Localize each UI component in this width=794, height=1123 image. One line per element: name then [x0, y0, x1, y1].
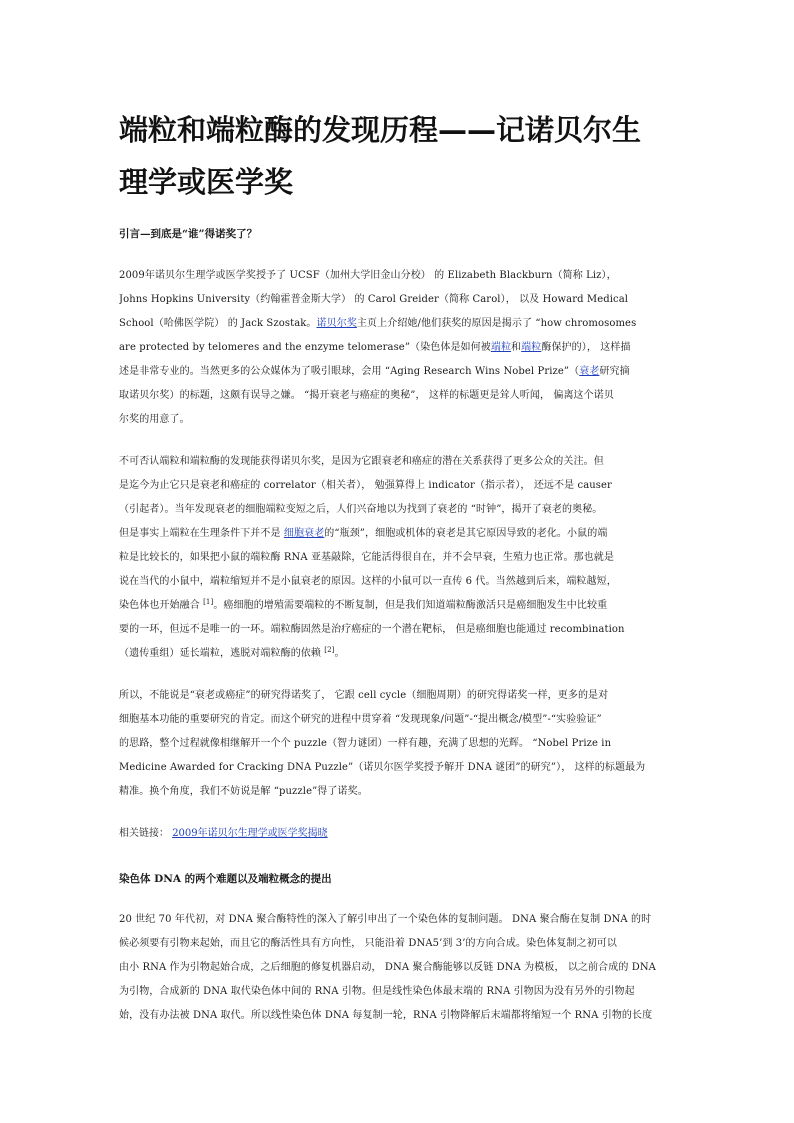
paragraph-line: Medicine Awarded for Cracking DNA Puzzle”（诺贝尔医学奖授予解开 DNA 谜团”的研究”）， 这样的标题最为	[119, 762, 646, 773]
nobel-prize-link[interactable]: 诺贝尔奖	[316, 318, 357, 329]
paragraph-line	[119, 522, 689, 546]
reference-1: [1]	[203, 598, 214, 606]
text-run: 主页上介绍她/他们获奖的原因是揭示了 “how chromosomes	[356, 318, 637, 329]
paragraph-line: 精准。换个角度，我们不妨说是解 “puzzle”得了诺奖。	[119, 786, 368, 797]
paragraph-line: 尔奖的用意了。	[119, 414, 190, 425]
paragraph-line: 始，没有办法被 DNA 取代。所以线性染色体 DNA 每复制一轮，RNA 引物降解后末端都将缩短一个 RNA 引物的长度	[119, 1010, 653, 1021]
paragraph-line: 细胞基本功能的重要研究的肯定。而这个研究的进程中贯穿着 “发现现象/问题”-“提出概念/模型”-“实验验证”	[119, 714, 602, 725]
paragraph-line: 不可否认端粒和端粒酶的发现能获得诺贝尔奖，是因为它跟衰老和癌症的潜在关系获得了更多公众的关注。但	[119, 456, 604, 467]
text-run: 酶保护的）， 这样描	[541, 342, 631, 353]
text-run: School（哈佛医学院） 的 Jack Szostak。	[119, 318, 317, 329]
paragraph-line: 的思路，整个过程就像相继解开一个个 puzzle（智力谜团）一样有趣，充满了思想的光辉。 “Nobel Prize in	[119, 738, 612, 749]
paragraph-line: 所以，不能说是“衰老或癌症”的研究得诺奖了， 它跟 cell cycle（细胞周期）的研究得诺奖一样，更多的是对	[119, 690, 609, 701]
paragraph-line	[119, 336, 689, 360]
nobel-2009-announcement-link[interactable]: 2009年诺贝尔生理学或医学奖揭晓	[172, 828, 328, 839]
paragraph-line: 为引物，合成新的 DNA 取代染色体中间的 RNA 引物。但是线性染色体最末端的 RNA 引物因为没有另外的引物起	[119, 986, 635, 997]
paragraph-line: 由小 RNA 作为引物起始合成，之后细胞的修复机器启动， DNA 聚合酶能够以反链 DNA 为模板， 以之前合成的 DNA	[119, 962, 656, 973]
paragraph-line: 要的一环，但远不是唯一的一环。端粒酶固然是治疗癌症的一个潜在靶标， 但是癌细胞也能通过 recombination	[119, 624, 625, 635]
telomerase-link[interactable]: 端粒	[521, 342, 542, 353]
text-run: 。癌细胞的增殖需要端粒的不断复制，但是我们知道端粒酶激活只是癌细胞发生中比较重	[213, 600, 608, 611]
paragraph-line: 候必须要有引物来起始，而且它的酶活性具有方向性， 只能沿着 DNA5’到 3’的方向合成。染色体复制之初可以	[119, 938, 618, 949]
section-2-heading: 染色体 DNA 的两个难题以及端粒概念的提出	[119, 873, 332, 885]
page-title	[119, 104, 699, 208]
paragraph-line: （引起者）。当年发现衰老的细胞端粒变短之后，人们兴奋地以为找到了衰老的 “时钟”，揭开了衰老的奥秘。	[119, 504, 603, 515]
related-links	[119, 824, 328, 839]
text-run: 的“瓶颈”，细胞或机体的衰老是其它原因导致的老化。小鼠的端	[324, 528, 608, 539]
aging-link[interactable]: 衰老	[579, 366, 600, 377]
paragraph-line: 20 世纪 70 年代初，对 DNA 聚合酶特性的深入了解引申出了一个染色体的复制问题。 DNA 聚合酶在复制 DNA 的时	[119, 914, 652, 925]
reference-2: [2]	[324, 646, 335, 654]
title-line-2: 理学或医学奖	[119, 165, 294, 199]
paragraph-line: 说在当代的小鼠中，端粒缩短并不是小鼠衰老的原因。这样的小鼠可以一直传 6 代。当然越到后来，端粒越短，	[119, 576, 617, 587]
text-run: 。	[334, 648, 345, 659]
text-run: 染色体也开始融合	[119, 600, 204, 611]
paragraph-line	[119, 642, 689, 666]
related-label: 相关链接：	[119, 828, 169, 839]
title-line-1: 端粒和端粒酶的发现历程——记诺贝尔生	[119, 113, 642, 147]
paragraph-2	[119, 450, 689, 666]
text-run: 研究摘	[599, 366, 630, 377]
paragraph-line	[119, 594, 689, 618]
text-run: （遗传重组）延长端粒，逃脱对端粒酶的依赖	[119, 648, 325, 659]
paragraph-line: 2009年诺贝尔生理学或医学奖授予了 UCSF（加州大学旧金山分校） 的 Elizabeth Blackburn（简称 Liz），	[119, 270, 617, 281]
paragraph-line: Johns Hopkins University（约翰霍普金斯大学） 的 Carol Greider（简称 Carol）， 以及 Howard Medical	[119, 294, 629, 305]
paragraph-line	[119, 360, 689, 384]
text-run: 和	[511, 342, 522, 353]
paragraph-line: 粒是比较长的，如果把小鼠的端粒酶 RNA 亚基敲除，它能活得很自在，并不会早衰，生殖力也正常。那也就是	[119, 552, 614, 563]
text-run: 述是非常专业的。当然更多的公众媒体为了吸引眼球，会用 “Aging Research Wins Nobel Prize”（	[119, 366, 580, 377]
telomere-link[interactable]: 端粒	[490, 342, 512, 353]
paragraph-line	[119, 312, 689, 336]
paragraph-1	[119, 264, 689, 432]
cell-aging-link[interactable]: 细胞衰老	[283, 528, 325, 539]
paragraph-line: 取诺贝尔奖）的标题，这颇有误导之嫌。 “揭开衰老与癌症的奥秘”， 这样的标题更是耸人听闻， 偏离这个诺贝	[119, 390, 614, 401]
paragraph-3	[119, 684, 689, 804]
paragraph-4	[119, 908, 689, 1028]
paragraph-line: 是迄今为止它只是衰老和癌症的 correlator（相关者）， 勉强算得上 indicator（指示者）， 还远不是 causer	[119, 480, 612, 491]
text-run: are protected by telomeres and the enzyme telomerase”（染色体是如何被	[119, 342, 491, 353]
text-run: 但是事实上端粒在生理条件下并不是	[119, 528, 284, 539]
intro-heading: 引言—到底是“谁”得诺奖了？	[119, 228, 258, 240]
